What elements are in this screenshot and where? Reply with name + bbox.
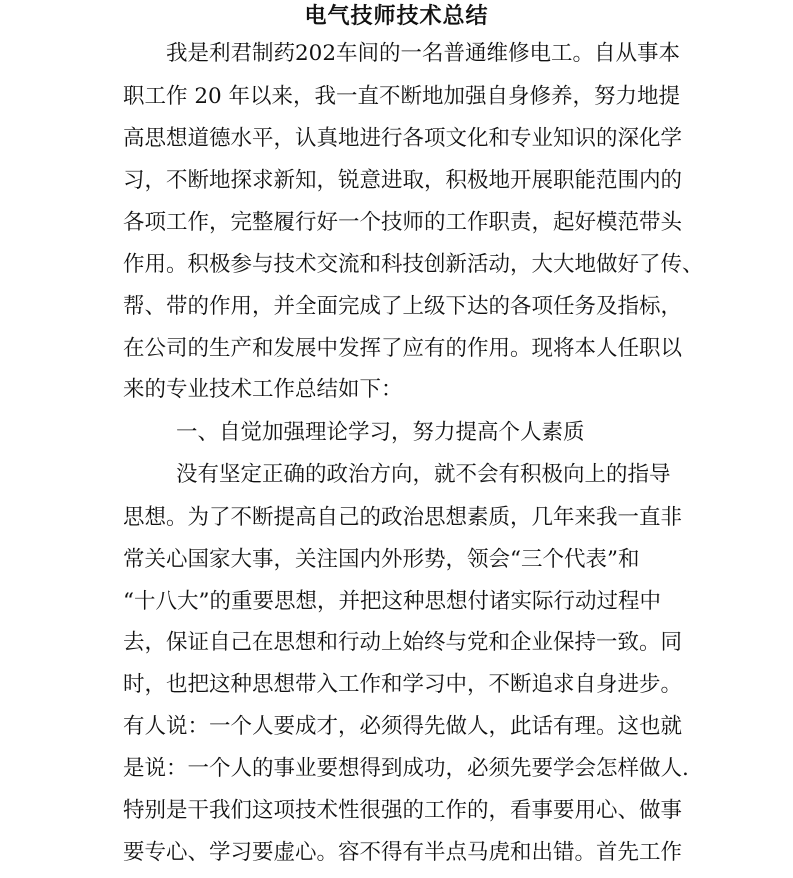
paragraph-line: 常关心国家大事，关注国内外形势，领会“三个代表”和 <box>123 547 640 572</box>
paragraph-line: 在公司的生产和发展中发挥了应有的作用。现将本人任职以 <box>123 336 683 361</box>
paragraph-line: 来的专业技术工作总结如下： <box>123 377 403 402</box>
paragraph-line: 帮、带的作用，并全面完成了上级下达的各项任务及指标， <box>123 294 683 319</box>
paragraph-line: 职工作 20 年以来，我一直不断地加强自身修养，努力地提 <box>123 84 681 109</box>
paragraph-line: 习，不断地探求新知，锐意进取，积极地开展职能范围内的 <box>123 168 683 193</box>
section-heading: 一、自觉加强理论学习，努力提高个人素质 <box>176 420 585 445</box>
paragraph-line: 各项工作，完整履行好一个技师的工作职责，起好模范带头 <box>123 210 683 235</box>
paragraph-line: 时，也把这种思想带入工作和学习中，不断追求自身进步。 <box>123 672 683 697</box>
paragraph-line: 高思想道德水平，认真地进行各项文化和专业知识的深化学 <box>123 126 683 151</box>
paragraph-line: 我是利君制药202车间的一名普通维修电工。自从事本 <box>166 41 681 66</box>
paragraph-line: 特别是干我们这项技术性很强的工作的，看事要用心、做事 <box>123 798 683 823</box>
paragraph-line: “十八大”的重要思想，并把这种思想付诸实际行动过程中 <box>123 589 661 614</box>
paragraph-line: 没有坚定正确的政治方向，就不会有积极向上的指导 <box>176 462 671 487</box>
paragraph-line: 有人说：一个人要成才，必须得先做人，此话有理。这也就 <box>123 714 683 739</box>
paragraph-line: 去，保证自己在思想和行动上始终与党和企业保持一致。同 <box>123 630 683 655</box>
paragraph-line: 思想。为了不断提高自己的政治思想素质，几年来我一直非 <box>123 505 683 530</box>
document-title: 电气技师技术总结 <box>304 3 489 29</box>
paragraph-line: 作用。积极参与技术交流和科技创新活动，大大地做好了传、 <box>123 252 704 277</box>
paragraph-line: 要专心、学习要虚心。容不得有半点马虎和出错。首先工作 <box>123 840 683 865</box>
paragraph-line: 是说：一个人的事业要想得到成功，必须先要学会怎样做人. <box>123 756 689 781</box>
